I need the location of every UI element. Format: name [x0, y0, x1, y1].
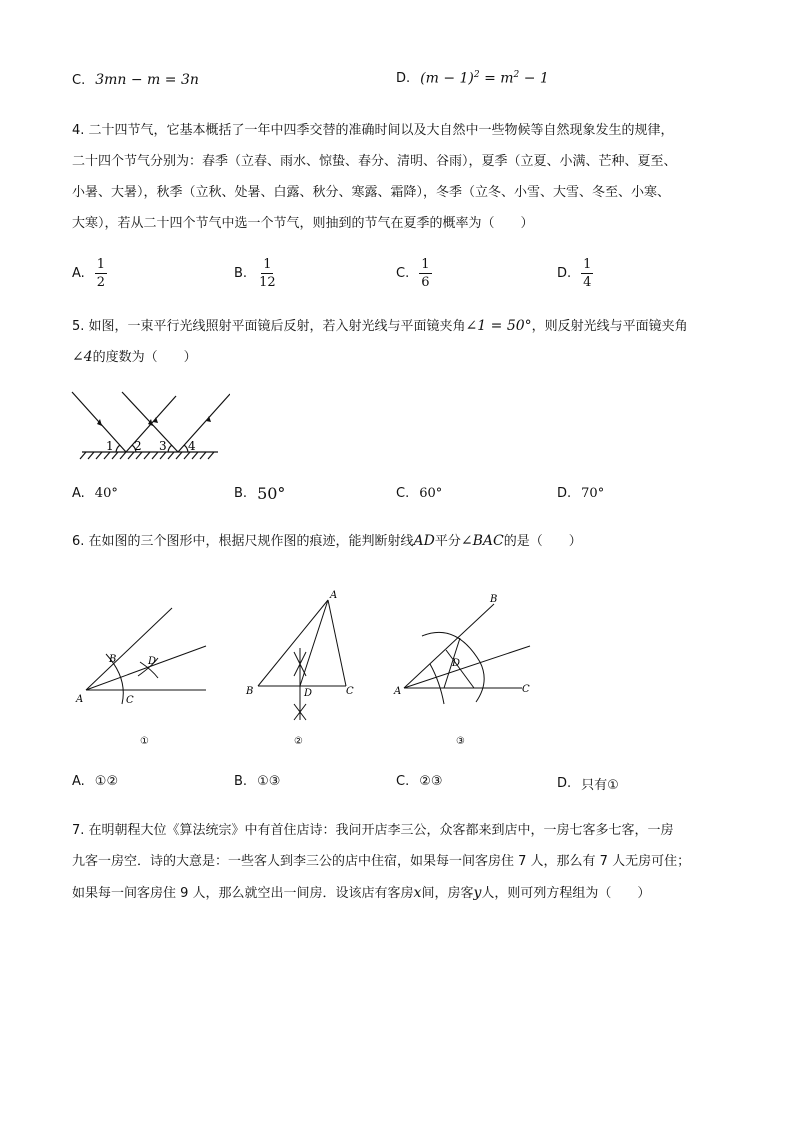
- ray-ab: [404, 604, 494, 688]
- fraction: $\frac{1}{2}$: [96, 257, 106, 290]
- svg-text:D: D: [148, 656, 157, 667]
- fraction: $\frac{1}{12}$: [259, 257, 276, 290]
- q5-mirror-figure: [70, 388, 230, 468]
- angle-label: 2: [134, 439, 142, 453]
- option-value: ①③: [257, 774, 281, 789]
- angle-label: 3: [159, 439, 167, 453]
- q7-line-2: 九客一房空．诗的大意是：一些客人到李三公的店中住宿，如果每一间客房住 7 人，那么有 7 人无房可住；: [72, 854, 691, 869]
- option-letter: A.: [72, 266, 85, 281]
- svg-text:A: A: [330, 590, 338, 601]
- q7-line-3: 如果每一间客房住 9 人，那么就空出一间房．设该店有客房x间，房客y人，则可列方程组为（ ）: [72, 885, 651, 901]
- svg-text:A: A: [394, 686, 402, 697]
- q4-text: [72, 118, 677, 237]
- option-letter: C.: [72, 72, 86, 88]
- q5-line-2: ∠4的度数为（ ）: [72, 349, 197, 365]
- svg-text:C: C: [522, 684, 530, 695]
- q4-option-c: [396, 257, 432, 290]
- option-letter: D.: [557, 776, 572, 791]
- option-letter: A.: [72, 774, 85, 789]
- figure-caption: ①: [140, 736, 149, 747]
- q7-line-1: 7. 在明朝程大位《算法统宗》中有首住店诗：我问开店李三公，众客都来到店中，一房七客多七客，一房: [72, 823, 674, 838]
- arc-construction: [430, 664, 444, 704]
- q5-option-b: [234, 484, 285, 503]
- option-value: 40°: [94, 486, 118, 501]
- option-letter: A.: [72, 486, 85, 501]
- side-ab: [258, 600, 328, 686]
- q4-option-b: [234, 257, 278, 290]
- q5-option-c: [396, 486, 442, 501]
- option-letter: B.: [234, 266, 248, 281]
- ray-ad: [86, 646, 206, 690]
- q4-option-d: [557, 257, 593, 290]
- option-expression: $(m - 1)^2 = m^2 - 1$: [420, 70, 549, 87]
- option-value: 70°: [581, 486, 605, 501]
- q6-option-a: [72, 774, 118, 789]
- svg-text:A: A: [76, 694, 84, 705]
- q3-option-d: [396, 70, 549, 87]
- option-letter: C.: [396, 486, 410, 501]
- svg-text:B: B: [246, 686, 254, 697]
- svg-text:D: D: [304, 688, 313, 699]
- mirror-hatching: [80, 452, 214, 459]
- fraction: $\frac{1}{6}$: [421, 257, 430, 290]
- fraction: $\frac{1}{4}$: [583, 257, 592, 290]
- angle-label: 4: [188, 439, 196, 453]
- option-expression: 3mn − m = 3n: [95, 72, 199, 88]
- option-letter: C.: [396, 774, 410, 789]
- q6-option-c: [396, 774, 443, 789]
- option-letter: D.: [557, 486, 572, 501]
- q3-option-c: [72, 72, 199, 88]
- q4-line-4: 大寒），若从二十四个节气中选一个节气，则抽到的节气在夏季的概率为（ ）: [72, 216, 534, 231]
- q5-line-1: 5. 如图，一束平行光线照射平面镜后反射，若入射光线与平面镜夹角∠1 = 50°，则反射光线与平面镜夹角: [72, 318, 688, 334]
- option-value: ①②: [94, 774, 119, 789]
- q6-option-d: [557, 774, 619, 793]
- option-value: 60°: [419, 486, 443, 501]
- ray-ad: [404, 646, 530, 688]
- q4-line-2: 二十四个节气分别为：春季（立春、雨水、惊蛰、春分、清明、谷雨），夏季（立夏、小满、芒种、夏至、: [72, 154, 677, 169]
- option-value: 只有①: [581, 778, 619, 793]
- q6-option-b: [234, 774, 280, 789]
- angle-label: 1: [106, 439, 114, 453]
- svg-text:B: B: [109, 654, 117, 665]
- svg-text:C: C: [346, 686, 354, 697]
- option-value: 50°: [257, 484, 286, 503]
- q6-text: 6. 在如图的三个图形中，根据尺规作图的痕迹，能判断射线AD平分∠BAC的是（ ）: [72, 533, 582, 549]
- q5-option-d: [557, 486, 604, 501]
- q7-text: [72, 818, 690, 907]
- option-letter: C.: [396, 266, 410, 281]
- ray-ab: [86, 608, 172, 690]
- q5-option-a: [72, 486, 118, 501]
- q6-figure-2: [240, 586, 370, 750]
- reflected-ray-2: [178, 394, 230, 452]
- q4-line-3: 小暑、大暑），秋季（立秋、处暑、白露、秋分、寒露、霜降），冬季（立冬、小雪、大雪、冬至、小寒、: [72, 185, 671, 200]
- figure-caption: ②: [294, 736, 303, 747]
- option-letter: B.: [234, 774, 248, 789]
- svg-text:C: C: [126, 695, 134, 706]
- svg-text:B: B: [490, 594, 498, 605]
- option-letter: D.: [557, 266, 572, 281]
- option-letter: D.: [396, 70, 411, 86]
- option-letter: B.: [234, 486, 248, 501]
- q6-figure-1: [72, 600, 212, 750]
- side-ac: [328, 600, 346, 686]
- option-value: ②③: [419, 774, 443, 789]
- q6-figure-3: [392, 592, 542, 750]
- svg-text:D: D: [452, 658, 461, 669]
- q4-option-a: [72, 257, 107, 290]
- q4-line-1: 4. 二十四节气，它基本概括了一年中四季交替的准确时间以及大自然中一些物候等自然现象发生的规律，: [72, 123, 674, 138]
- figure-caption: ③: [456, 736, 465, 747]
